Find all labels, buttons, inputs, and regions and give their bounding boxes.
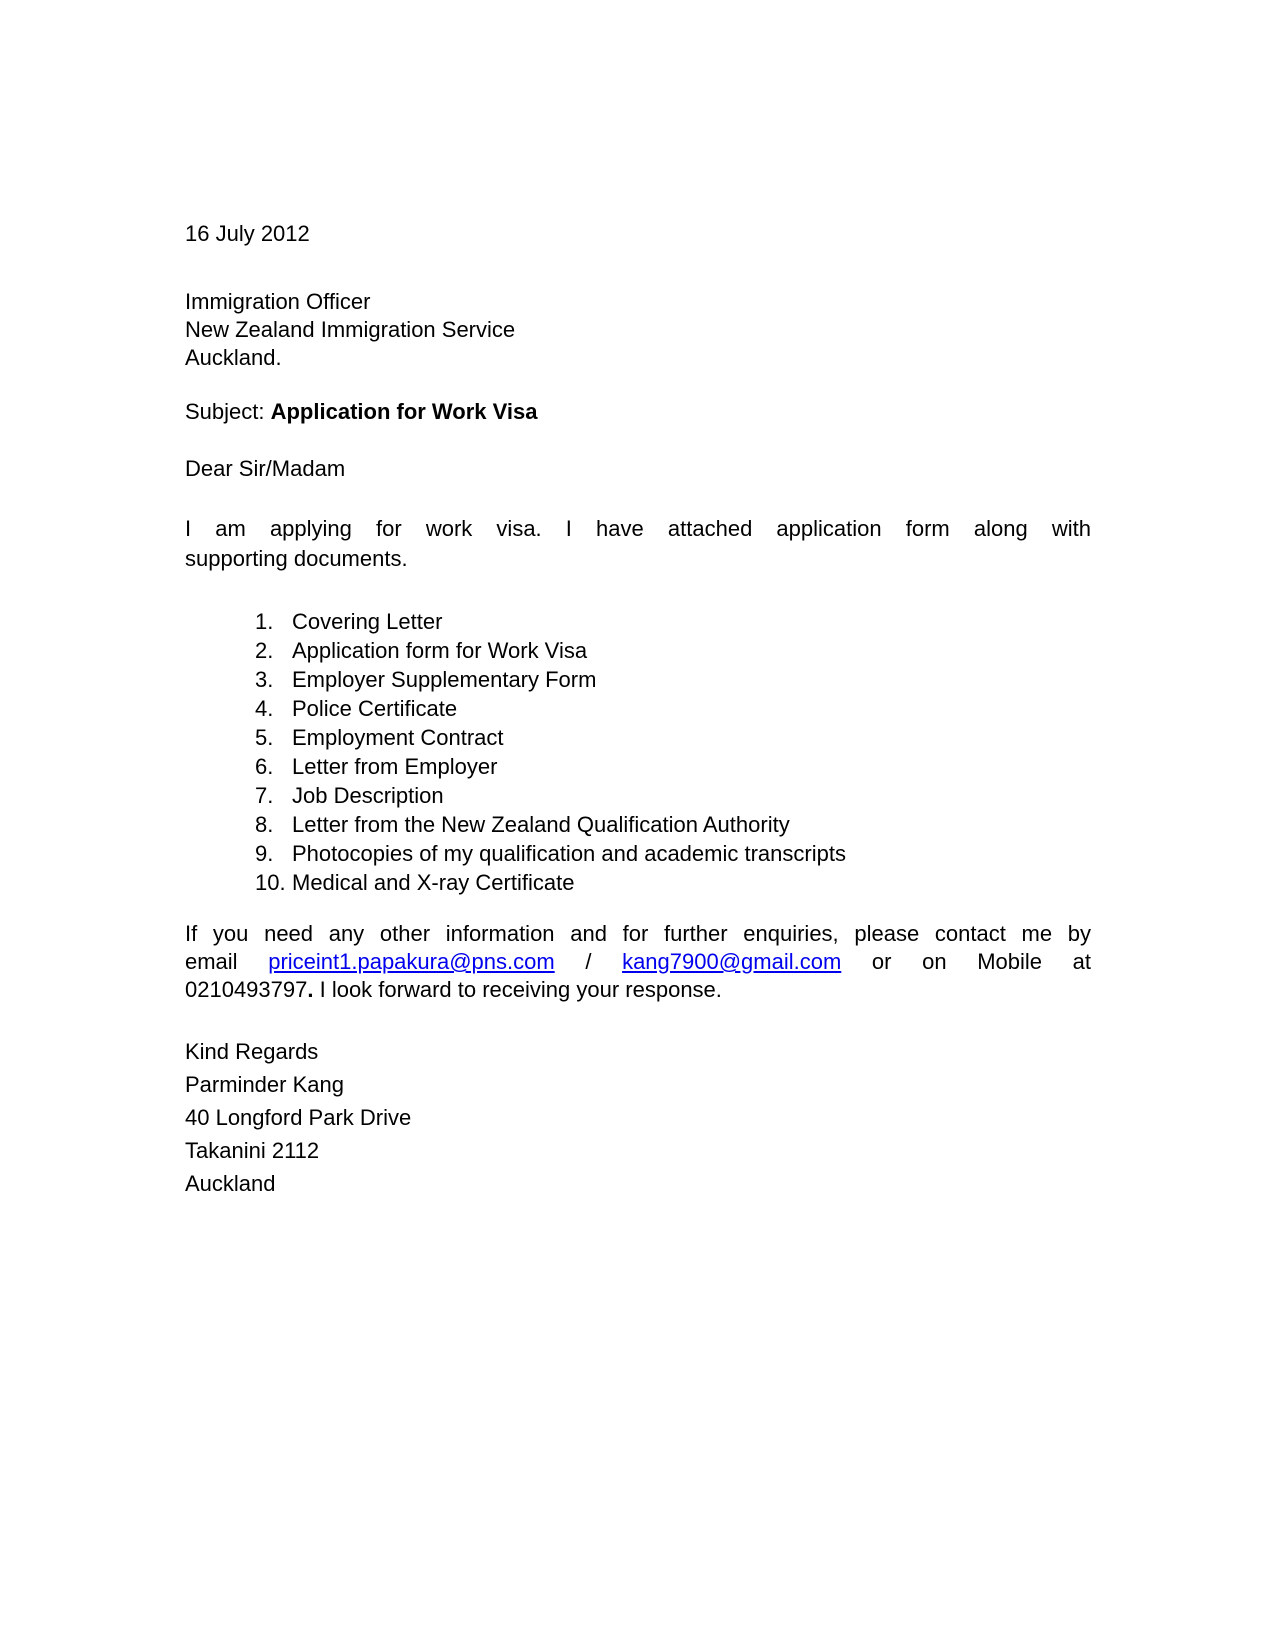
signature-regards: Kind Regards <box>185 1039 319 1064</box>
recipient-city: Auckland. <box>185 345 282 370</box>
list-item <box>255 636 1091 665</box>
list-item <box>255 607 1091 636</box>
subject-line <box>185 398 1091 426</box>
list-item-text: Photocopies of my qualification and academic transcripts <box>292 841 846 866</box>
signature-street: 40 Longford Park Drive <box>185 1105 412 1130</box>
closing-sentence: I look forward to receiving your response. <box>313 977 722 1002</box>
list-item <box>255 781 1091 810</box>
contact-paragraph <box>185 920 1091 1004</box>
list-item <box>255 810 1091 839</box>
email-link-secondary[interactable]: kang7900@gmail.com <box>622 949 842 974</box>
list-item-text: Letter from the New Zealand Qualification Authority <box>292 812 790 837</box>
email-separator: / <box>554 949 623 974</box>
list-item-number: 6. <box>255 754 274 779</box>
list-item-number: 8. <box>255 812 274 837</box>
salutation: Dear Sir/Madam <box>185 456 346 481</box>
list-item-text: Police Certificate <box>292 696 458 721</box>
contact-line-3 <box>185 976 1091 1004</box>
list-item <box>255 723 1091 752</box>
contact-line-1: If you need any other information and for further enquiries, please contact me by <box>185 921 1091 946</box>
list-item <box>255 839 1091 868</box>
recipient-address <box>185 288 1091 372</box>
mobile-number-period: . <box>307 977 314 1002</box>
attachments-list <box>185 607 1091 897</box>
list-item <box>255 868 1091 897</box>
letter-date: 16 July 2012 <box>185 221 310 246</box>
recipient-title: Immigration Officer <box>185 289 371 314</box>
intro-paragraph <box>185 514 1091 574</box>
list-item-text: Covering Letter <box>292 609 443 634</box>
recipient-organization: New Zealand Immigration Service <box>185 317 516 342</box>
list-item <box>255 665 1091 694</box>
subject-value: Application for Work Visa <box>270 399 538 424</box>
list-item <box>255 752 1091 781</box>
list-item-number: 5. <box>255 725 274 750</box>
email-link-primary[interactable]: priceint1.papakura@pns.com <box>268 949 555 974</box>
signature-city: Auckland <box>185 1171 276 1196</box>
list-item-number: 9. <box>255 841 274 866</box>
signature-name: Parminder Kang <box>185 1072 344 1097</box>
contact-mobile-prefix: or on Mobile at <box>841 949 1091 974</box>
subject-label: Subject: <box>185 399 271 424</box>
list-item <box>255 694 1091 723</box>
list-item-number: 7. <box>255 783 274 808</box>
list-item-text: Employer Supplementary Form <box>292 667 597 692</box>
list-item-number: 10. <box>255 870 286 895</box>
list-item-number: 2. <box>255 638 274 663</box>
list-item-text: Application form for Work Visa <box>292 638 588 663</box>
intro-line-1: I am applying for work visa. I have attached application form along with <box>185 516 1091 541</box>
list-item-number: 3. <box>255 667 274 692</box>
signature-suburb: Takanini 2112 <box>185 1138 320 1163</box>
list-item-text: Job Description <box>292 783 444 808</box>
contact-line-2 <box>185 948 1091 976</box>
list-item-text: Medical and X-ray Certificate <box>292 870 575 895</box>
contact-email-prefix: email <box>185 949 269 974</box>
list-item-text: Employment Contract <box>292 725 504 750</box>
intro-line-2: supporting documents. <box>185 546 408 571</box>
list-item-text: Letter from Employer <box>292 754 498 779</box>
list-item-number: 4. <box>255 696 274 721</box>
list-item-number: 1. <box>255 609 274 634</box>
mobile-number: 0210493797 <box>185 977 308 1002</box>
signature-block <box>185 1035 1091 1200</box>
